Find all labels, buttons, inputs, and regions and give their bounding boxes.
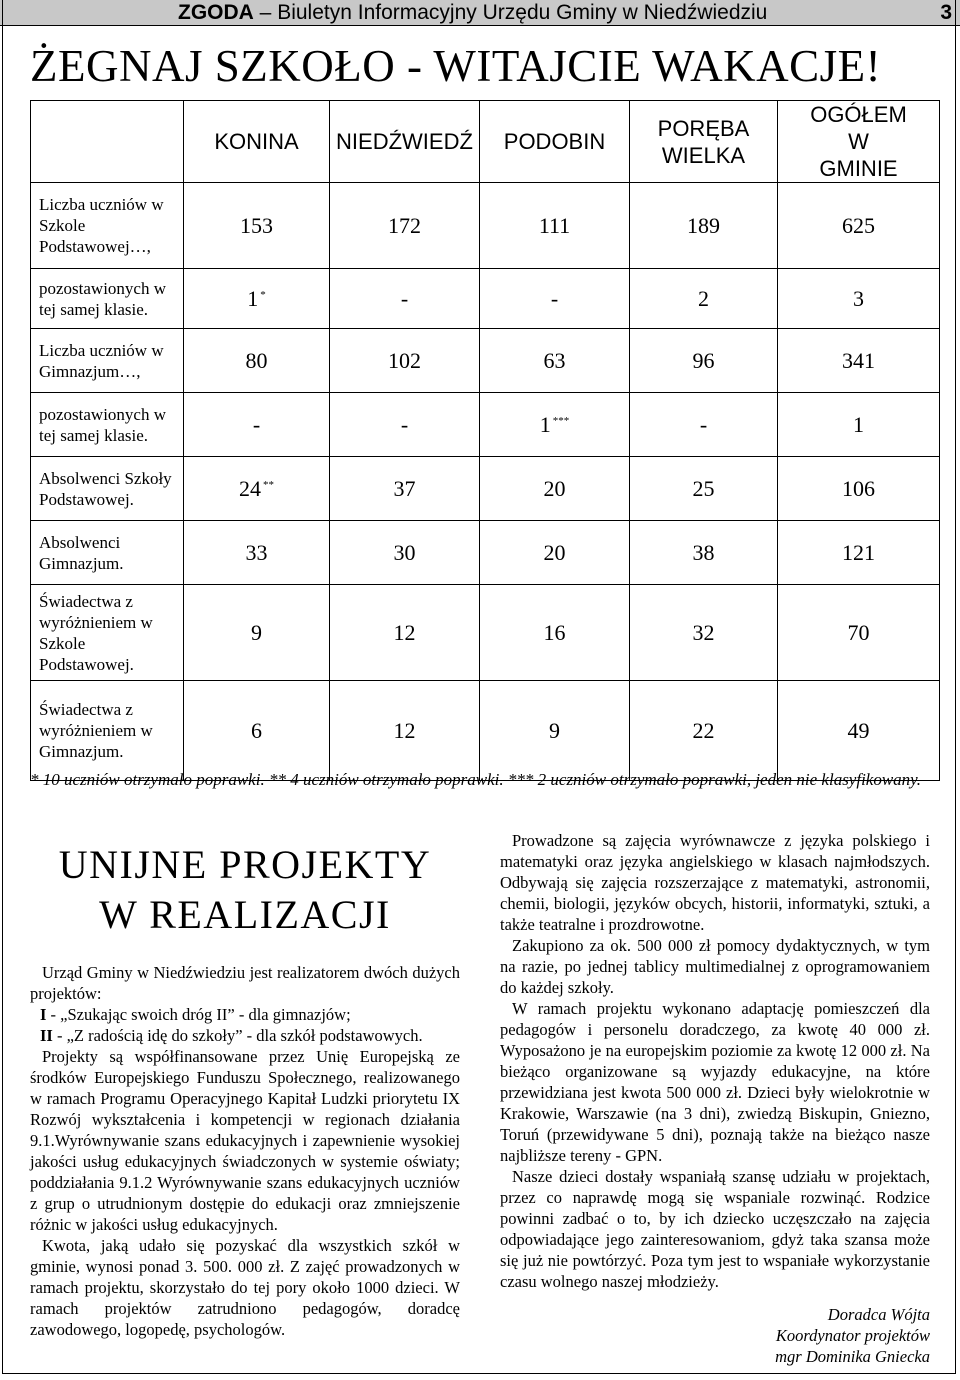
row-label: Świadectwa z wyróżnieniem w Szkole Podstawowej. <box>31 585 184 681</box>
table-cell <box>330 269 480 329</box>
table-cell <box>184 681 330 781</box>
page-title: ŻEGNAJ SZKOŁO - WITAJCIE WAKACJE! <box>30 41 882 91</box>
cell-value: 20 <box>543 539 566 565</box>
cell-value: 37 <box>393 475 416 501</box>
table-cell <box>778 269 940 329</box>
table-cell <box>480 457 630 521</box>
cell-value: 24 <box>239 475 261 501</box>
cell-value: 16 <box>543 619 566 645</box>
cell-value: - <box>699 411 708 437</box>
cell-value: 172 <box>388 212 421 238</box>
table-cell <box>330 393 480 457</box>
header-dash: – <box>253 1 278 24</box>
table-cell <box>184 183 330 269</box>
table-cell <box>630 393 778 457</box>
table-cell <box>778 329 940 393</box>
table-row <box>31 329 940 393</box>
publication-name: ZGODA <box>178 1 254 24</box>
cell-value: 3 <box>853 285 864 311</box>
table-cell <box>480 585 630 681</box>
table-row <box>31 393 940 457</box>
article-paragraph: Kwota, jaką udało się pozyskać dla wszystkich szkół w gminie, wynosi ponad 3. 500. 000 zł. Z zajęć prowadzonych w ramach projektu, skorzystało do tej pory około 1000 dzieci. W ramach projektów zatrudniono pedagogów, doradcę zawodowego, logopedę, psychologów. <box>30 1236 460 1339</box>
article-paragraph: W ramach projektu wykonano adaptację pomieszczeń dla pedagogów i personelu doradczego, za kwotę 40 000 zł. Wyposażono je na europejskim poziomie za kwotę 12 000 zł. Na bieżąco organizowane są wyjazdy edukacyjne, na które przewidziana jest kwota 500 000 zł. Dzieci były wielokrotnie w Krakowie, Warszawie (na 3 dni), zwiedzą Biskupin, Gniezno, Toruń (przewidywane 5 dni), poznają także na bieżąco nasze najbliższe tereny - GPN. <box>500 999 930 1165</box>
cell-value: - <box>400 411 409 437</box>
cell-value: 70 <box>847 619 870 645</box>
column-header: OGÓŁEM W GMINIE <box>778 101 940 183</box>
cell-value: 12 <box>393 619 416 645</box>
table-row <box>31 269 940 329</box>
article-paragraph: Zakupiono za ok. 500 000 zł pomocy dydaktycznych, w tym na razie, po jednej tablicy multimedialnej z oprogramowaniem do każdej szkoły. <box>500 936 930 997</box>
cell-value: 12 <box>393 717 416 743</box>
cell-value: 30 <box>393 539 416 565</box>
table-cell <box>330 521 480 585</box>
cell-value: 153 <box>240 212 273 238</box>
signature-line: Koordynator projektów <box>775 1326 930 1345</box>
table-cell <box>630 521 778 585</box>
table-cell <box>630 585 778 681</box>
cell-value: 49 <box>847 717 870 743</box>
cell-value: - <box>550 285 559 311</box>
article-left-column <box>30 840 460 1340</box>
table-footnote: * 10 uczniów otrzymało poprawki. ** 4 uczniów otrzymało poprawki. *** 2 uczniów otrzymało poprawki, jeden nie klasyfikowany. <box>30 770 922 789</box>
cell-value: 121 <box>842 539 875 565</box>
cell-value: 625 <box>842 212 875 238</box>
cell-value: - <box>400 285 409 311</box>
statistics-table <box>30 100 940 781</box>
cell-value: - <box>252 411 261 437</box>
row-label: Absolwenci Szkoły Podstawowej. <box>31 457 184 521</box>
article-paragraph: Prowadzone są zajęcia wyrównawcze z języka polskiego i matematyki oraz języka angielskiego w klasach najmłodszych. Odbywają się zajęcia rozszerzające z matematyki, astronomii, chemii, biologii, języków obcych, historii, informatyki, sztuki, a także teatralne i prozdrowotne. <box>500 831 930 934</box>
table-cell <box>480 393 630 457</box>
cell-value: 1 <box>539 411 551 437</box>
page-number: 3 <box>940 1 952 24</box>
table-cell <box>778 393 940 457</box>
table-cell <box>778 457 940 521</box>
table-cell <box>330 183 480 269</box>
row-label: pozostawionych w tej samej klasie. <box>31 393 184 457</box>
table-cell <box>480 681 630 781</box>
row-label: Świadectwa z wyróżnieniem w Gimnazjum. <box>31 681 184 781</box>
cell-value: 33 <box>245 539 268 565</box>
signature <box>500 1304 930 1367</box>
table-cell <box>184 457 330 521</box>
table-cell <box>778 585 940 681</box>
table-cell <box>630 183 778 269</box>
article-paragraph: Nasze dzieci dostały wspaniałą szansę udziału w projektach, przez co naprawdę mogą się wspaniale rozwinąć. Rodzice powinni zadbać o to, by ich dziecko uczęszczało na zajęcia odpowiadające jego zainteresowaniom, gdyż taka szansa może się już nie powtórzyć. Poza tym jest to wspaniałe wykorzystanie czasu wolnego naszej młodzieży. <box>500 1167 930 1291</box>
footnote-marker: ** <box>263 478 274 491</box>
table-header-row <box>31 101 940 183</box>
article-title <box>30 840 460 940</box>
table-cell <box>330 681 480 781</box>
cell-value: 102 <box>388 347 421 373</box>
row-label: Liczba uczniów w Szkole Podstawowej…, <box>31 183 184 269</box>
cell-value: 38 <box>692 539 715 565</box>
table-cell <box>330 329 480 393</box>
table-row <box>31 183 940 269</box>
cell-value: 1 <box>247 285 259 311</box>
column-header: NIEDŹWIEDŹ <box>330 101 480 183</box>
column-header: PODOBIN <box>480 101 630 183</box>
article-right-column <box>500 830 930 1367</box>
cell-value: 111 <box>538 212 571 238</box>
cell-value: 80 <box>245 347 268 373</box>
table-cell <box>480 521 630 585</box>
cell-value: 1 <box>853 411 864 437</box>
cell-value: 22 <box>692 717 715 743</box>
cell-value: 106 <box>842 475 875 501</box>
column-header: PORĘBA WIELKA <box>630 101 778 183</box>
cell-value: 96 <box>692 347 715 373</box>
table-cell <box>184 521 330 585</box>
article-intro: Urząd Gminy w Niedźwiedziu jest realizatorem dwóch dużych projektów: <box>30 963 460 1003</box>
footnote-marker: * <box>260 288 266 301</box>
table-cell <box>330 457 480 521</box>
table-cell <box>778 681 940 781</box>
table-cell <box>630 269 778 329</box>
table-row <box>31 521 940 585</box>
cell-value: 6 <box>251 717 262 743</box>
cell-value: 341 <box>842 347 875 373</box>
table-row <box>31 681 940 781</box>
row-label: pozostawionych w tej samej klasie. <box>31 269 184 329</box>
cell-value: 9 <box>251 619 262 645</box>
row-label: Absolwenci Gimnazjum. <box>31 521 184 585</box>
table-cell <box>630 329 778 393</box>
table-cell <box>184 393 330 457</box>
cell-value: 20 <box>543 475 566 501</box>
table-cell <box>480 329 630 393</box>
signature-line: mgr Dominika Gniecka <box>775 1347 930 1366</box>
publication-subtitle: Biuletyn Informacyjny Urzędu Gminy w Niedźwiedziu <box>277 1 768 24</box>
cell-value: 32 <box>692 619 715 645</box>
cell-value: 189 <box>687 212 720 238</box>
cell-value: 2 <box>698 285 709 311</box>
footnote-marker: *** <box>552 414 570 427</box>
table-corner-cell <box>31 101 184 183</box>
article-title-line: UNIJNE PROJEKTY <box>58 842 432 887</box>
table-row <box>31 457 940 521</box>
table-cell <box>630 457 778 521</box>
project-item: I - „Szukając swoich dróg II” - dla gimnazjów; <box>40 1005 351 1024</box>
table-cell <box>630 681 778 781</box>
table-cell <box>480 183 630 269</box>
cell-value: 63 <box>543 347 566 373</box>
signature-line: Doradca Wójta <box>827 1305 930 1324</box>
table-cell <box>184 269 330 329</box>
table-cell <box>184 585 330 681</box>
column-header: KONINA <box>184 101 330 183</box>
article-paragraph: Projekty są współfinansowane przez Unię Europejską ze środków Europejskiego Funduszu Społecznego, realizowanego w ramach Programu Operacyjnego Kapitał Ludzki priorytetu IX Rozwój wykształcenia i kompetencji w regionach działania 9.1.Wyrównywanie szans edukacyjnych i zapewnienie wysokiej jakości usług edukacyjnych świadczonych w systemie oświaty; poddziałania 9.1.2 Wyrównywanie szans edukacyjnych uczniów z grup o utrudnionym dostępie do edukacji oraz zmniejszenie różnic w jakości usług edukacyjnych. <box>30 1047 460 1234</box>
row-label: Liczba uczniów w Gimnazjum…, <box>31 329 184 393</box>
cell-value: 25 <box>692 475 715 501</box>
table-row <box>31 585 940 681</box>
table-cell <box>330 585 480 681</box>
article-title-line: W REALIZACJI <box>99 892 391 937</box>
table-cell <box>480 269 630 329</box>
table-cell <box>184 329 330 393</box>
project-item: II - „Z radością idę do szkoły” - dla szkół podstawowych. <box>40 1026 423 1045</box>
table-cell <box>778 521 940 585</box>
cell-value: 9 <box>549 717 560 743</box>
table-cell <box>778 183 940 269</box>
